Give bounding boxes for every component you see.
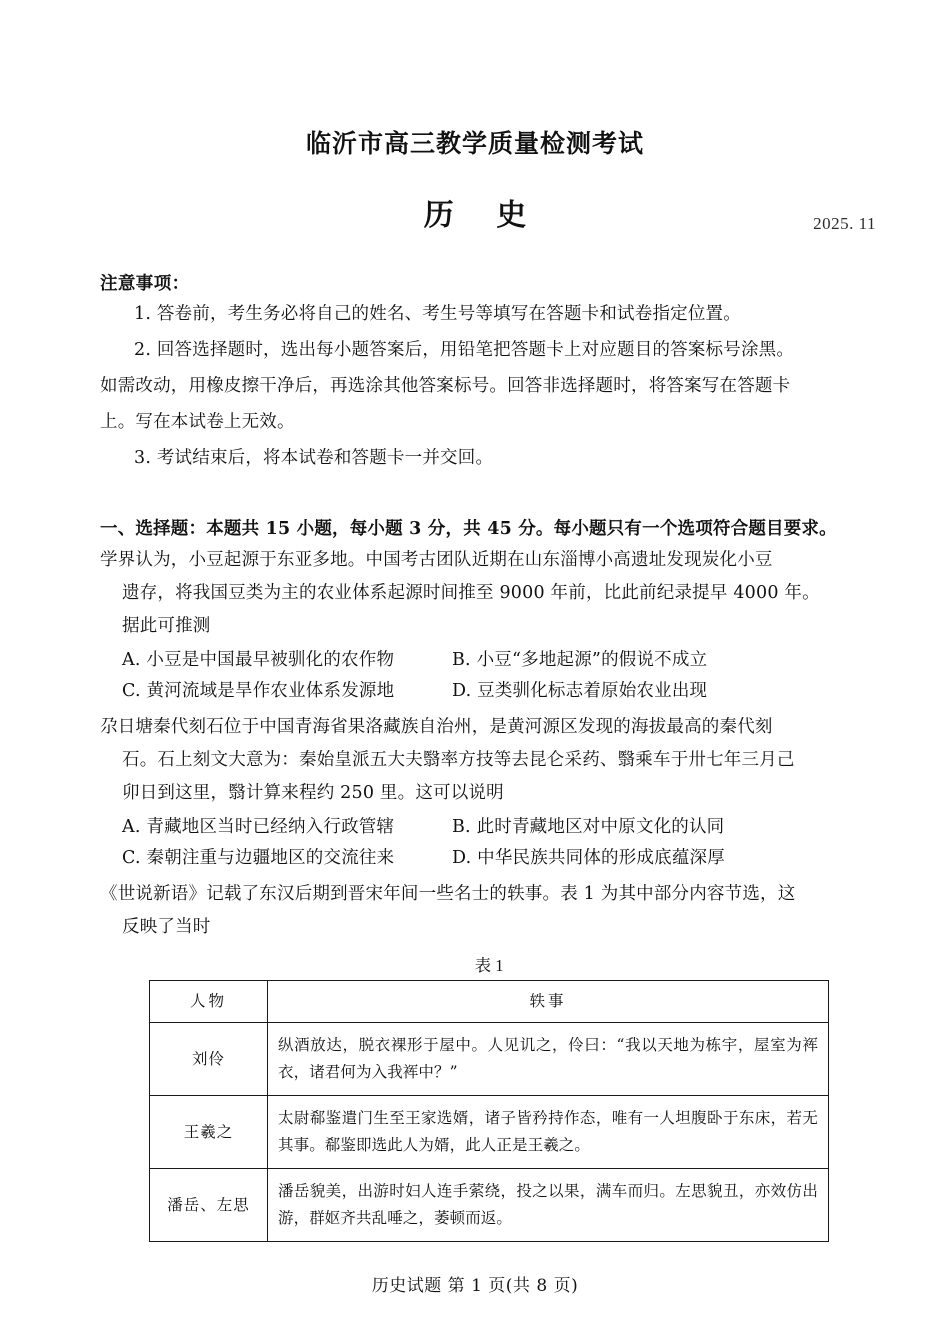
option-row <box>122 843 878 874</box>
question-2-options <box>100 812 878 874</box>
table-header-person: 人物 <box>150 981 268 1023</box>
question-2-stem-line: 尕日塘秦代刻石位于中国青海省果洛藏族自治州，是黄河源区发现的海拔最高的秦代刻 <box>100 717 773 737</box>
option-row <box>122 812 878 843</box>
option-2-b[interactable]: B. 此时青藏地区对中原文化的认同 <box>452 817 725 837</box>
option-2-d[interactable]: D. 中华民族共同体的形成底蕴深厚 <box>452 848 725 868</box>
question-1-stem-line: 学界认为，小豆起源于东亚多地。中国考古团队近期在山东淄博小高遗址发现炭化小豆 <box>100 550 773 570</box>
question-2-stem-line: 石。石上刻文大意为：秦始皇派五大夫翳率方技等去昆仑采药、翳乘车于卅七年三月己 <box>122 750 795 770</box>
question-3 <box>100 878 878 944</box>
question-2-stem-line: 卯日到这里，翳计算来程约 250 里。这可以说明 <box>122 783 504 803</box>
table-row <box>150 1023 829 1096</box>
option-1-c[interactable]: C. 黄河流域是旱作农业体系发源地 <box>122 681 395 701</box>
option-2-c[interactable]: C. 秦朝注重与边疆地区的交流往来 <box>122 848 395 868</box>
option-1-a[interactable]: A. 小豆是中国最早被驯化的农作物 <box>122 650 395 670</box>
notice-item: 2. 回答选择题时，选出每小题答案后，用铅笔把答题卡上对应题目的答案标号涂黑。 <box>134 340 795 360</box>
anecdotes-table <box>149 980 829 1242</box>
page-content <box>0 270 950 1242</box>
section-heading: 一、选择题：本题共 15 小题，每小题 3 分，共 45 分。每小题只有一个选项符合题目要求。 <box>100 519 837 539</box>
table-cell-deed: 太尉郗鉴遣门生至王家选婿，诸子皆矜持作态，唯有一人坦腹卧于东床，若无其事。郗鉴即选此人为婿，此人正是王羲之。 <box>268 1096 829 1169</box>
table-caption: 表 1 <box>474 956 504 975</box>
question-1 <box>100 544 878 707</box>
table-cell-person: 潘岳、左思 <box>150 1169 268 1242</box>
page-title: 临沂市高三教学质量检测考试 <box>305 129 644 158</box>
option-row <box>122 645 878 676</box>
question-1-stem-line: 遗存，将我国豆类为主的农业体系起源时间推至 9000 年前，比此前纪录提早 4000 年。 <box>122 583 820 603</box>
option-1-d[interactable]: D. 豆类驯化标志着原始农业出现 <box>452 681 708 701</box>
option-row <box>122 676 878 707</box>
table-cell-deed: 纵酒放达，脱衣裸形于屋中。人见讥之，伶曰：“我以天地为栋宇，屋室为裈衣，诸君何为入我裈中？” <box>268 1023 829 1096</box>
exam-date: 2025. 11 <box>813 214 876 233</box>
question-1-options <box>100 645 878 707</box>
notice-heading: 注意事项： <box>100 274 190 294</box>
question-3-stem-line: 《世说新语》记载了东汉后期到晋宋年间一些名士的轶事。表 1 为其中部分内容节选，这 <box>100 884 796 904</box>
table-header-row <box>150 981 829 1023</box>
notice-item: 1. 答卷前，考生务必将自己的姓名、考生号等填写在答题卡和试卷指定位置。 <box>134 304 741 324</box>
question-3-stem-line: 反映了当时 <box>122 917 211 937</box>
notice-item-continuation: 如需改动，用橡皮擦干净后，再选涂其他答案标号。回答非选择题时，将答案写在答题卡 <box>100 376 791 396</box>
question-1-stem-line: 据此可推测 <box>122 616 211 636</box>
table-row <box>150 1096 829 1169</box>
subject-title: 历 史 <box>423 198 543 233</box>
table-row <box>150 1169 829 1242</box>
option-1-b[interactable]: B. 小豆“多地起源”的假说不成立 <box>452 650 708 670</box>
notice-item: 3. 考试结束后，将本试卷和答题卡一并交回。 <box>134 448 494 468</box>
page-footer: 历史试题 第 1 页(共 8 页) <box>371 1276 579 1296</box>
table-header-deed: 轶事 <box>268 981 829 1023</box>
subject-row <box>0 190 950 234</box>
table-cell-deed: 潘岳貌美，出游时妇人连手萦绕，投之以果，满车而归。左思貌丑，亦效仿出游，群妪齐共乱唾之，萎顿而返。 <box>268 1169 829 1242</box>
notice-item-continuation: 上。写在本试卷上无效。 <box>100 412 295 432</box>
question-2 <box>100 711 878 874</box>
table-cell-person: 刘伶 <box>150 1023 268 1096</box>
table-cell-person: 王羲之 <box>150 1096 268 1169</box>
option-2-a[interactable]: A. 青藏地区当时已经纳入行政管辖 <box>122 817 395 837</box>
